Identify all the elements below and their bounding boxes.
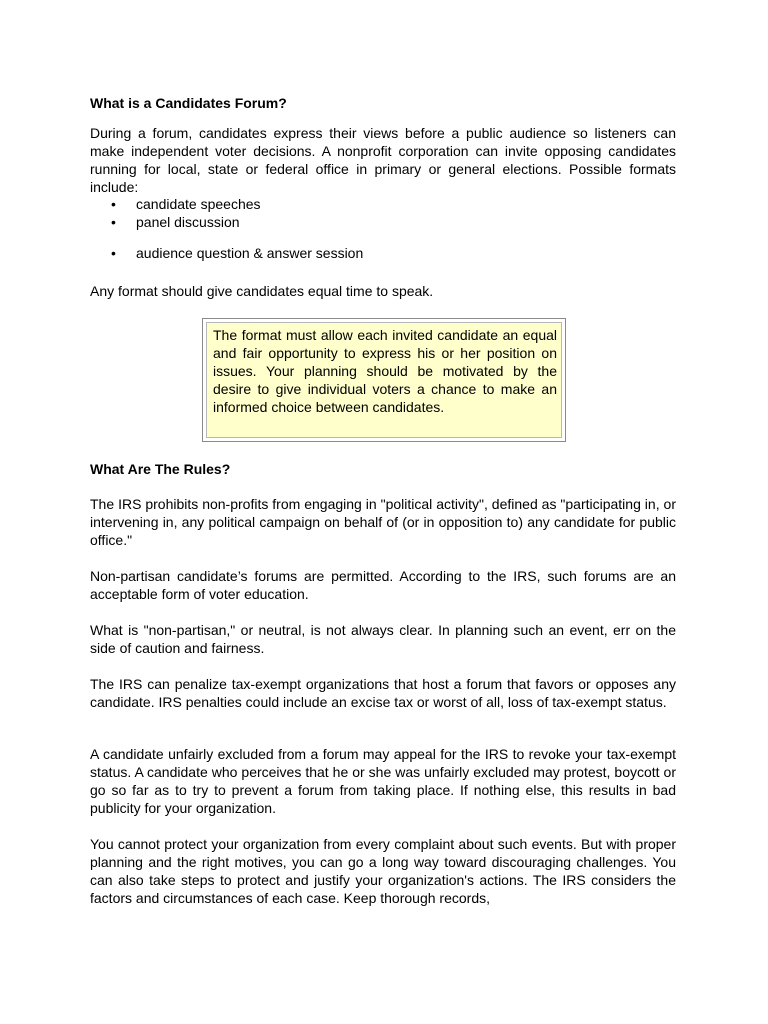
formats-list [90, 195, 676, 262]
list-item: • candidate speeches [90, 195, 676, 213]
rules-paragraph: What is "non-partisan," or neutral, is not always clear. In planning such an event, err on the side of caution and fairness. [90, 622, 676, 656]
callout-text: The format must allow each invited candidate an equal and fair opportunity to express his or her position on issues. Your planning should be motivated by the desire to give individual voters a chance to make an informed choice between candidates. [206, 322, 562, 438]
rules-paragraph: The IRS can penalize tax-exempt organizations that host a forum that favors or opposes any candidate. IRS penalties could include an excise tax or worst of all, loss of tax-exempt status. [90, 676, 676, 710]
rules-paragraph: Non-partisan candidate’s forums are permitted. According to the IRS, such forums are an acceptable form of voter education. [90, 568, 676, 602]
list-item: • panel discussion [90, 213, 676, 231]
rules-paragraph: You cannot protect your organization from every complaint about such events. But with proper planning and the right motives, you can go a long way toward discouraging challenges. You can also take steps to protect and justify your organization's actions. The IRS considers the factors and circumstances of each case. Keep thorough records, [90, 836, 676, 906]
list-item: • audience question & answer session [90, 244, 676, 262]
callout-box [202, 318, 566, 442]
intro-paragraph: During a forum, candidates express their views before a public audience so listeners can make independent voter decisions. A nonprofit corporation can invite opposing candidates running for local, state or federal office in primary or general elections. Possible formats include: [90, 125, 676, 195]
section-heading-candidates-forum: What is a Candidates Forum? [90, 95, 287, 111]
rules-paragraph: The IRS prohibits non-profits from engaging in "political activity", defined as "participating in, or intervening in, any political campaign on behalf of (or in opposition to) any candidate for public office." [90, 496, 676, 548]
rules-paragraph: A candidate unfairly excluded from a forum may appeal for the IRS to revoke your tax-exempt status. A candidate who perceives that he or she was unfairly excluded may protest, boycott or go so far as to try to prevent a forum from taking place. If nothing else, this results in bad publicity for your organization. [90, 746, 676, 816]
equal-time-paragraph: Any format should give candidates equal time to speak. [90, 283, 434, 299]
section-heading-rules: What Are The Rules? [90, 461, 231, 477]
